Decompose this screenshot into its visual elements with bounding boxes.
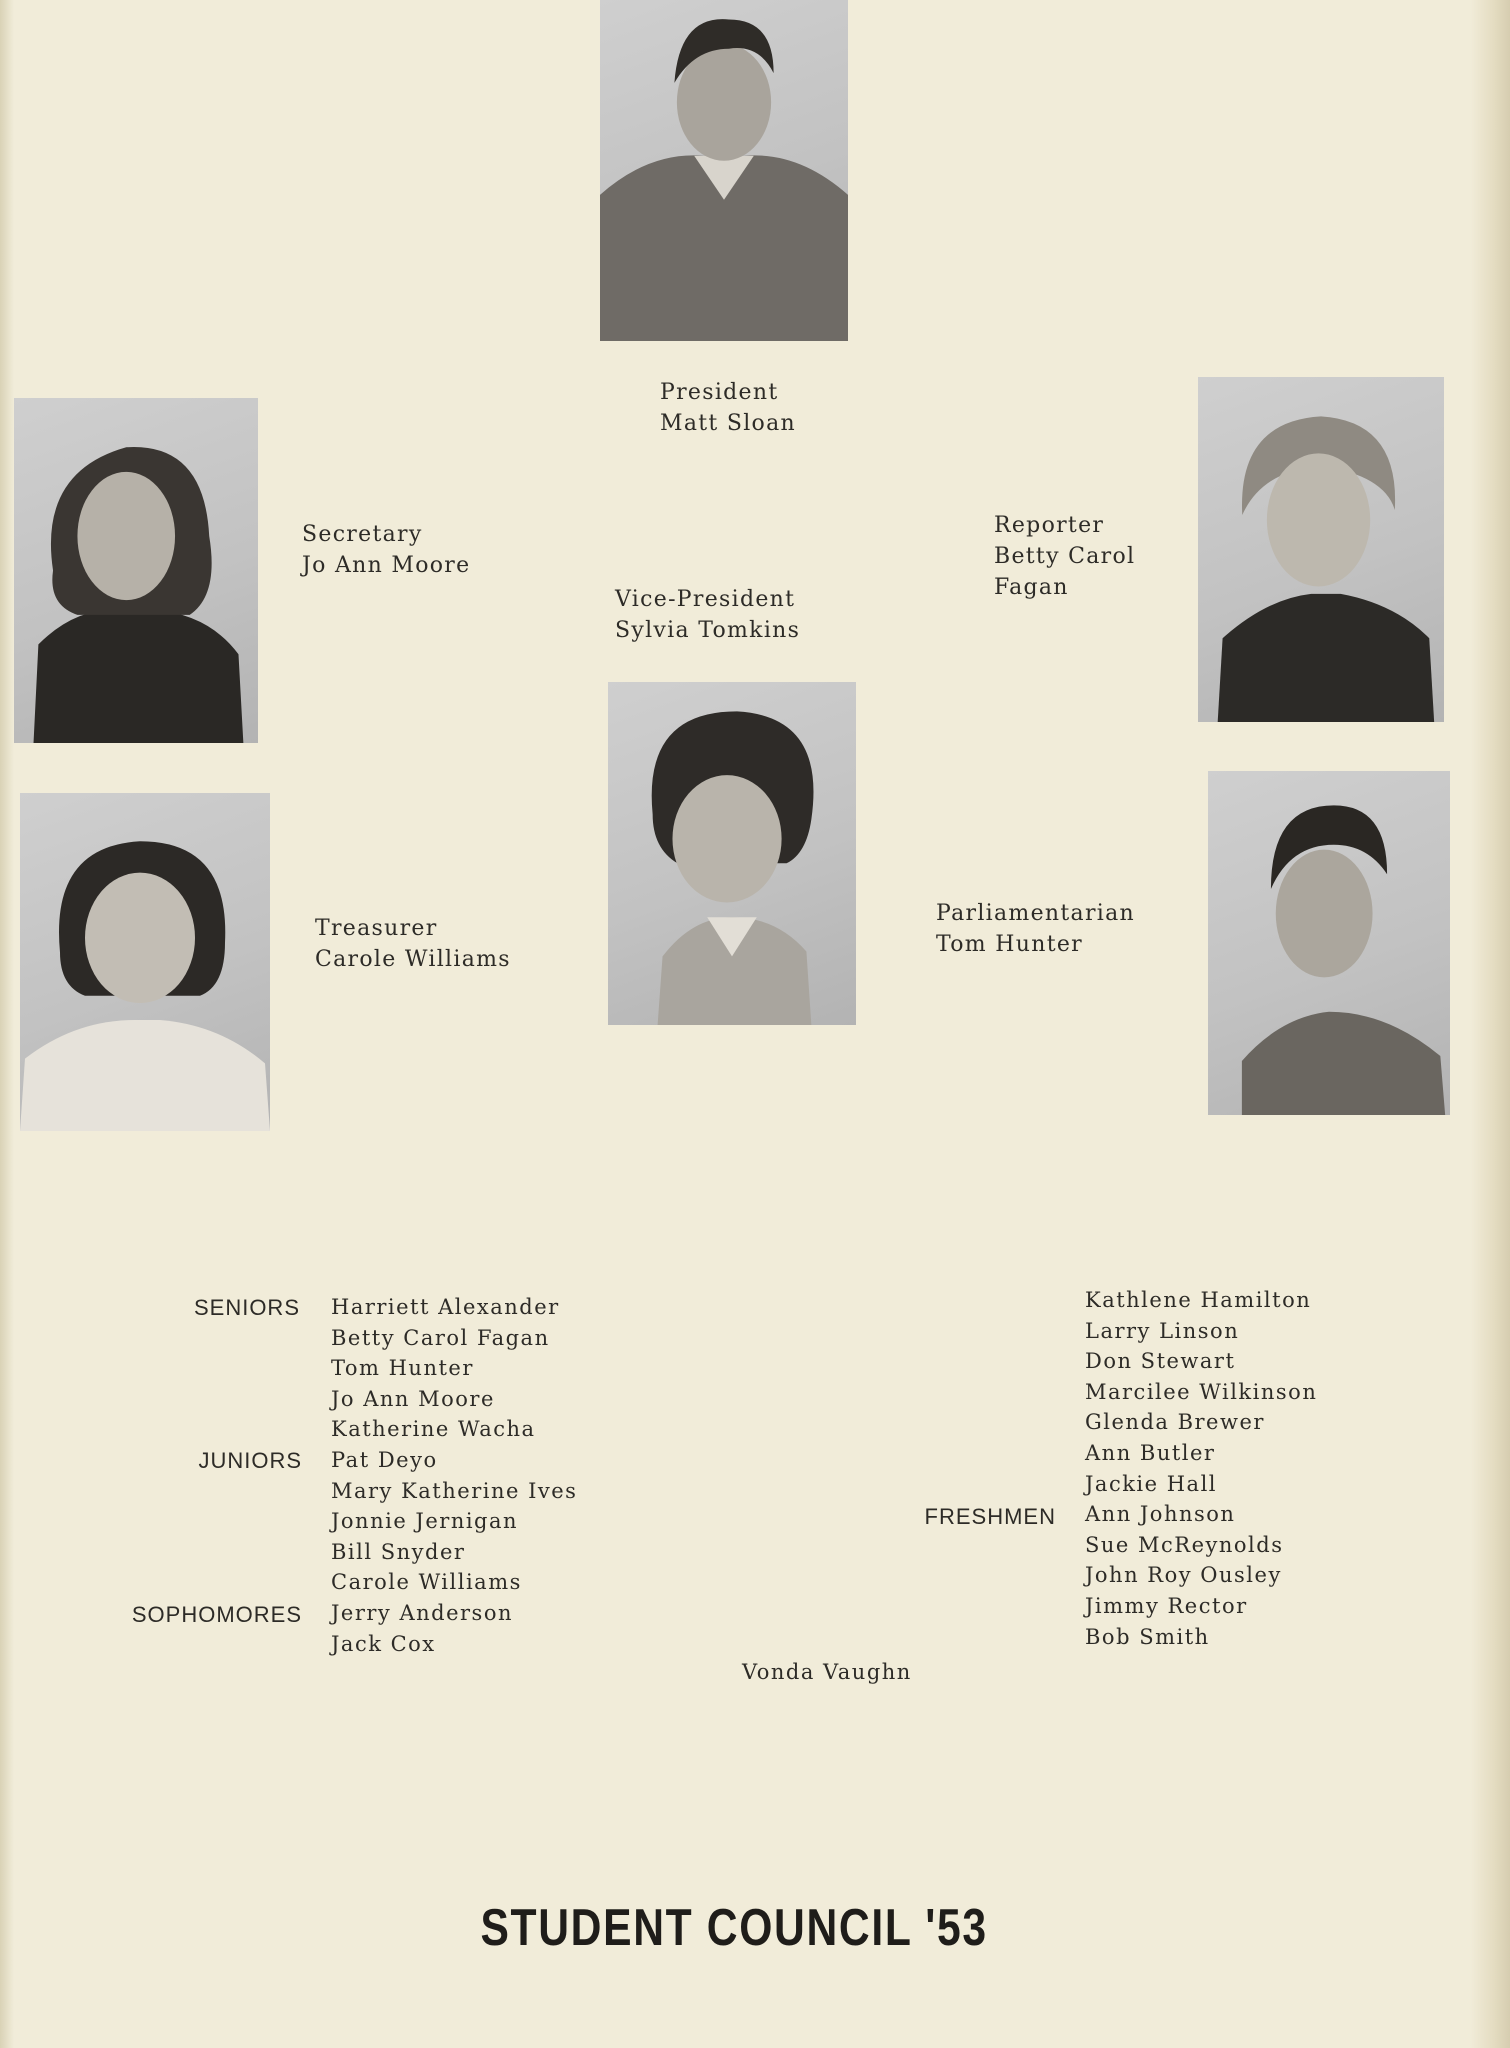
list-item: Larry Linson — [1085, 1318, 1240, 1343]
portrait-reporter — [1198, 377, 1444, 722]
portrait-vice-president — [608, 682, 856, 1025]
officer-name: Jo Ann Moore — [302, 553, 471, 578]
list-item: Ann Butler — [1085, 1440, 1216, 1465]
list-item: Jonnie Jernigan — [331, 1509, 519, 1534]
officer-name: Matt Sloan — [660, 411, 796, 436]
list-item: Ann Johnson — [1085, 1502, 1236, 1527]
portrait-parliamentarian — [1208, 771, 1450, 1115]
member-list-right — [1085, 1285, 1317, 1652]
list-item: Mary Katherine Ives — [331, 1478, 578, 1503]
class-label-freshmen: FRESHMEN — [924, 1504, 1056, 1529]
list-item: Tom Hunter — [331, 1356, 474, 1381]
caption-president — [660, 377, 796, 439]
list-item: Marcilee Wilkinson — [1085, 1379, 1318, 1404]
class-label-sophomores: SOPHOMORES — [131, 1602, 302, 1627]
list-item: Harriett Alexander — [331, 1295, 560, 1319]
portrait-secretary — [14, 398, 258, 743]
page-title: STUDENT COUNCIL '53 — [480, 1899, 988, 1957]
officer-name: Carole Williams — [315, 947, 511, 972]
list-item: Katherine Wacha — [331, 1417, 536, 1442]
list-item: Glenda Brewer — [1085, 1410, 1265, 1435]
list-item: Pat Deyo — [331, 1447, 438, 1472]
portrait-treasurer — [20, 793, 270, 1131]
caption-vice-president — [615, 584, 800, 646]
caption-reporter — [994, 510, 1135, 603]
class-label-juniors: JUNIORS — [198, 1448, 302, 1473]
list-item: Jack Cox — [331, 1631, 436, 1656]
portrait-president — [600, 0, 848, 341]
list-item: Betty Carol Fagan — [331, 1325, 550, 1350]
officer-name: Tom Hunter — [936, 932, 1083, 957]
officer-title: Treasurer — [315, 916, 438, 941]
list-item: Carole Williams — [331, 1570, 522, 1595]
class-label-seniors: SENIORS — [193, 1295, 300, 1320]
page-edge-right — [1470, 0, 1510, 2048]
list-item: Sue McReynolds — [1085, 1532, 1284, 1557]
officer-name: Sylvia Tomkins — [615, 618, 801, 643]
caption-treasurer — [315, 913, 511, 975]
caption-parliamentarian — [936, 898, 1135, 960]
list-item: Bob Smith — [1085, 1624, 1210, 1649]
list-item: Jerry Anderson — [331, 1600, 514, 1625]
list-item: Don Stewart — [1085, 1349, 1236, 1374]
list-item: Jo Ann Moore — [331, 1386, 495, 1411]
member-list-left — [331, 1292, 577, 1659]
member-center-name: Vonda Vaughn — [742, 1660, 912, 1684]
list-item: Jimmy Rector — [1085, 1593, 1248, 1618]
officer-name-continued: Fagan — [994, 575, 1069, 600]
officer-title: President — [660, 380, 779, 405]
list-item: Kathlene Hamilton — [1085, 1288, 1312, 1312]
page-edge-left — [0, 0, 14, 2048]
list-item: Bill Snyder — [331, 1539, 466, 1564]
caption-secretary — [302, 519, 470, 581]
officer-title: Parliamentarian — [936, 901, 1135, 926]
officer-name: Betty Carol — [994, 544, 1136, 569]
list-item: Jackie Hall — [1085, 1471, 1218, 1496]
officer-title: Reporter — [994, 513, 1105, 538]
officer-title: Secretary — [302, 522, 423, 547]
list-item: John Roy Ousley — [1085, 1563, 1282, 1588]
officer-title: Vice-President — [615, 587, 796, 612]
